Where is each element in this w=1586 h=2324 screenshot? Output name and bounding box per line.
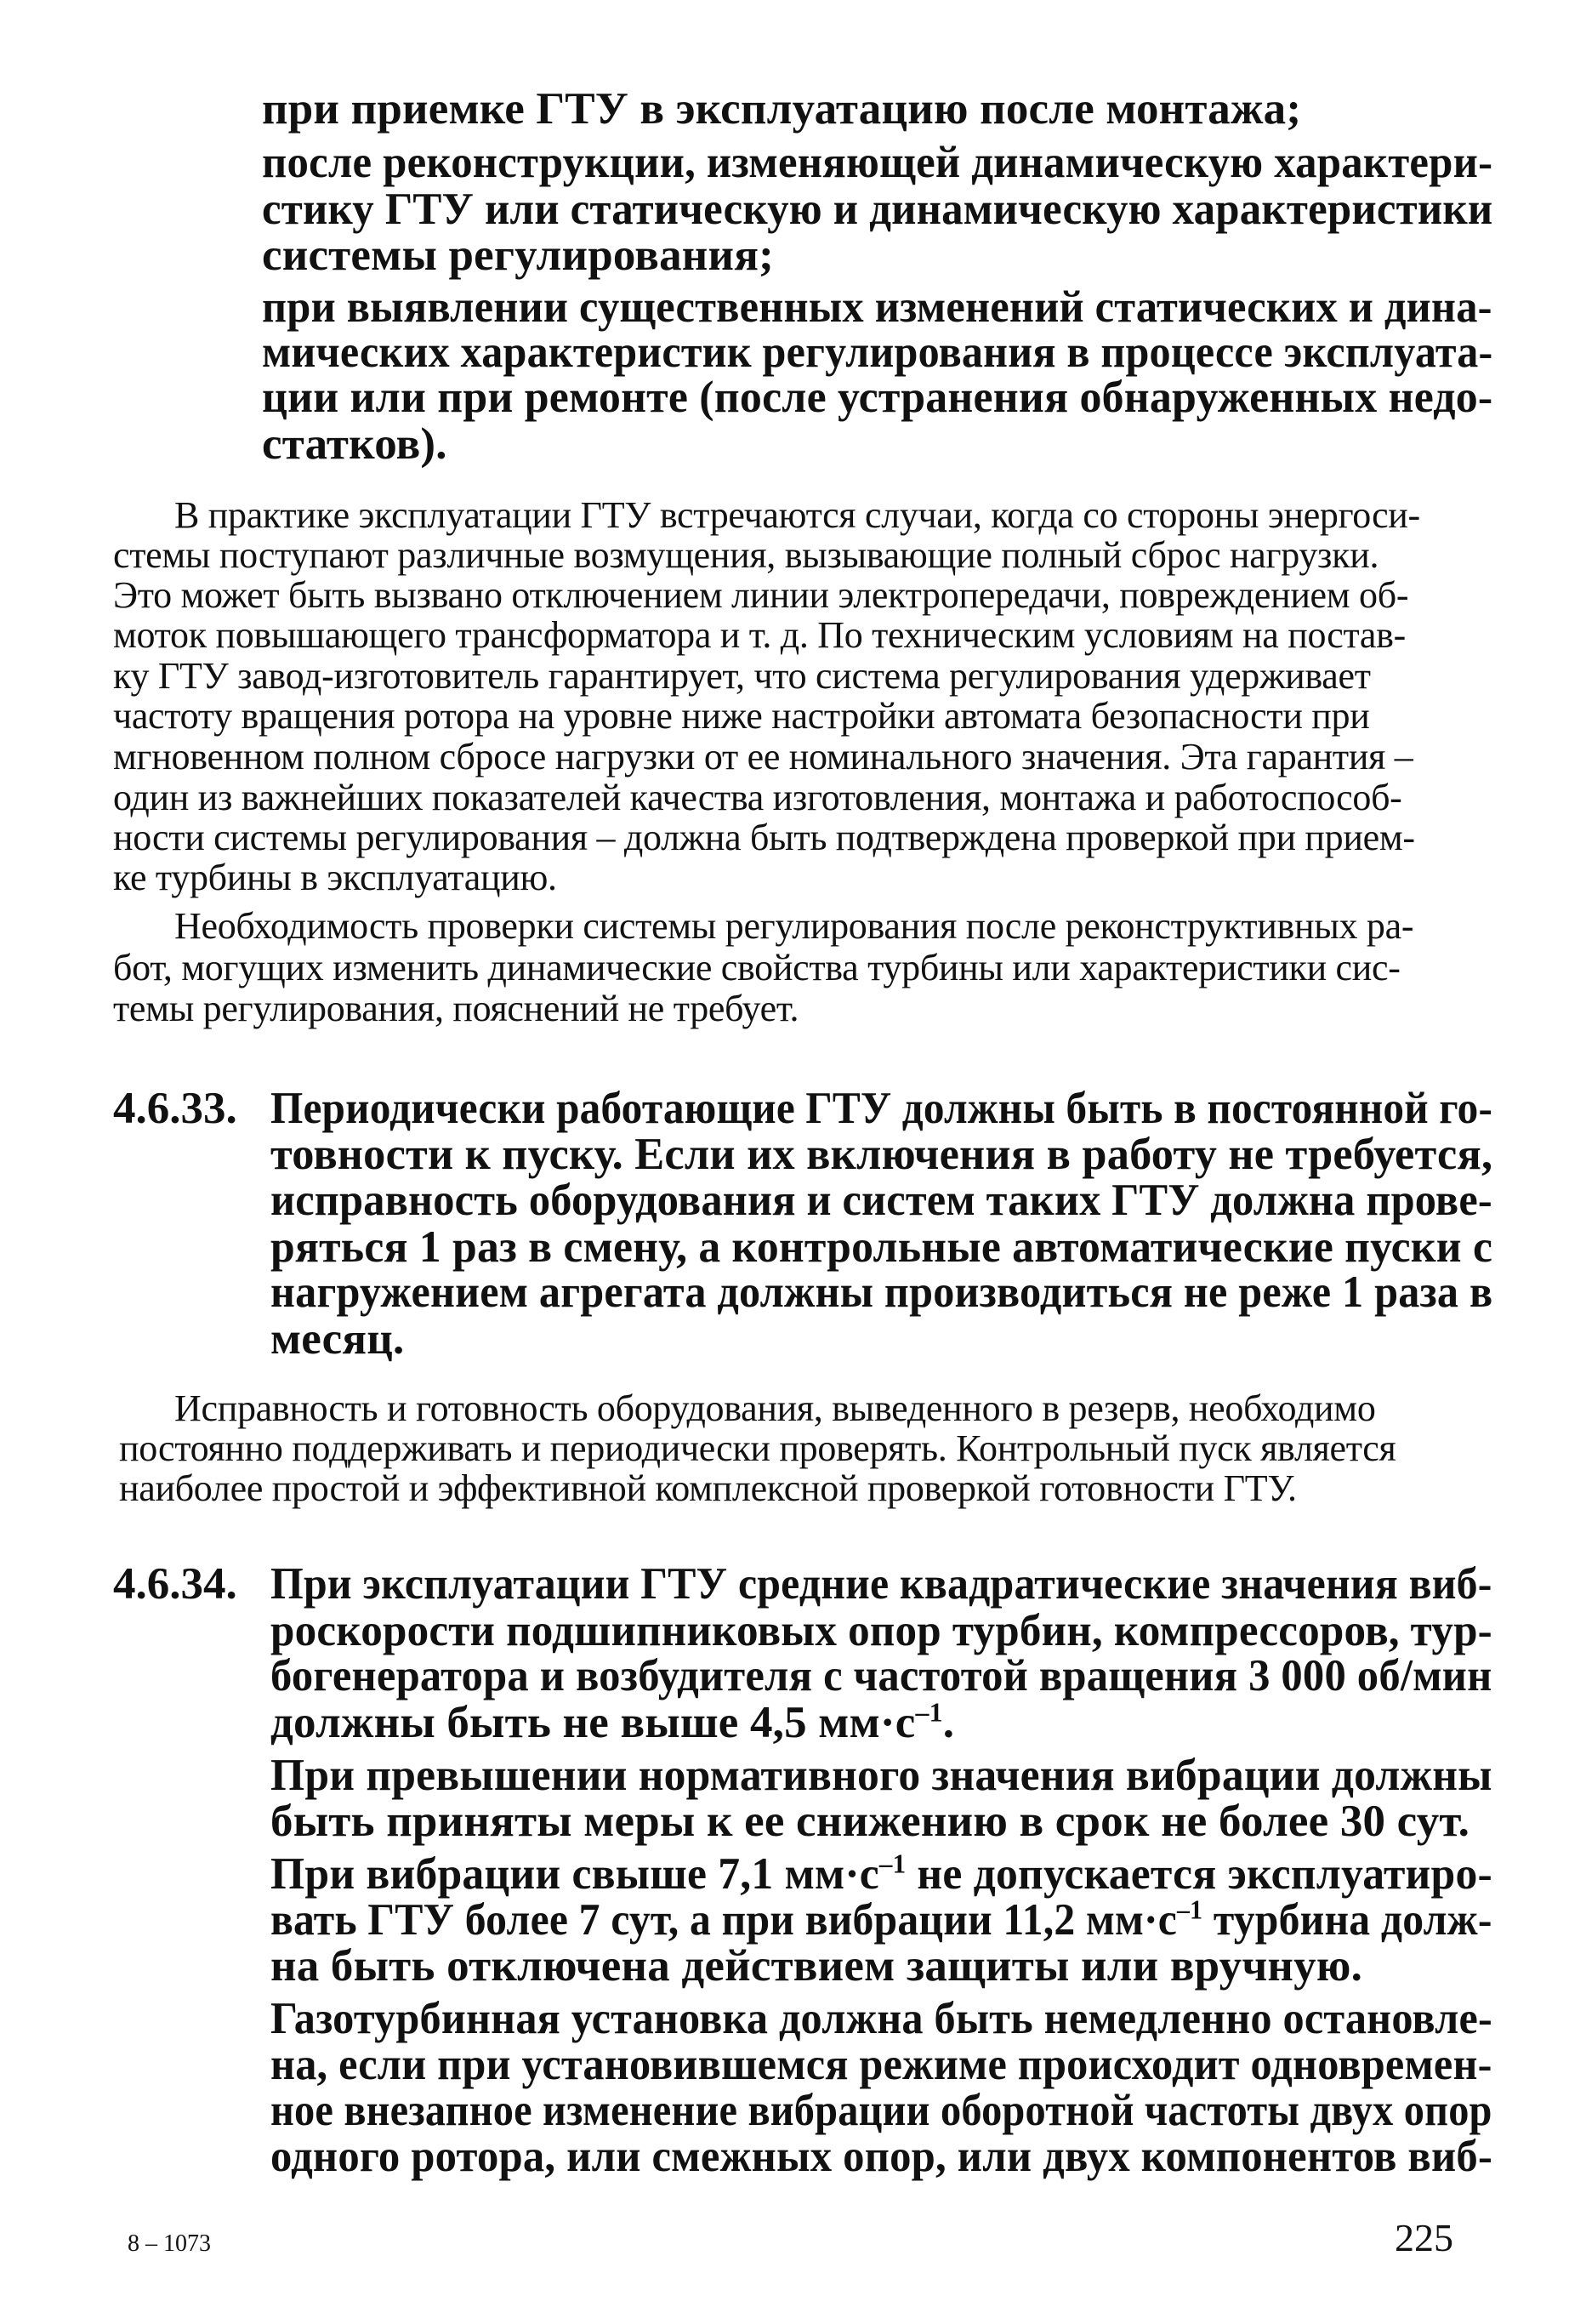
section-4633-line: Периодически работающие ГТУ должны быть в постоянной го-	[270, 1084, 1493, 1133]
section-4634-line: Газотурбинная установка должна быть немедленно остановле-	[270, 1994, 1492, 2043]
section-4633-line: товности к пуску. Если их включения в работу не требуется,	[270, 1130, 1493, 1179]
section-4634-line: одного ротора, или смежных опор, или двух компонентов виб-	[270, 2132, 1493, 2181]
section-4634-line: ное внезапное изменение вибрации оборотной частоты двух опор	[270, 2086, 1492, 2135]
intro-list-line: системы регулирования;	[262, 231, 774, 280]
section-4634-line: При превышении нормативного значения вибрации должны	[270, 1751, 1492, 1800]
intro-list-line: при приемке ГТУ в эксплуатацию после монтажа;	[262, 84, 1302, 134]
section-number: 4.6.34.	[113, 1559, 237, 1609]
section-4633-line: нагружением агрегата должны производиться не реже 1 раза в	[270, 1267, 1493, 1317]
section-4634-line: При вибрации свыше 7,1 $мм\cdot с^{-1}$ не допускается эксплуатиро-	[270, 1848, 1492, 1899]
signature-mark: 8 – 1073	[128, 2230, 211, 2257]
commentary-line: постоянно поддерживать и периодически проверять. Контрольный пуск является	[119, 1427, 1396, 1469]
section-4634-line: должны быть не выше 4,5 $мм\cdot с^{-1}$.	[270, 1697, 955, 1747]
commentary-line: моток повышающего трансформатора и т. д. По техническим условиям на постав-	[113, 614, 1406, 656]
intro-list-line: при выявлении существенных изменений статических и дина-	[262, 282, 1492, 332]
intro-list-line: статков).	[262, 419, 447, 469]
section-4634-line: роскорости подшипниковых опор турбин, компрессоров, тур-	[270, 1606, 1492, 1655]
commentary-line: ке турбины в эксплуатацию.	[113, 857, 557, 898]
page-number: 225	[1395, 2216, 1453, 2259]
intro-list-line: мических характеристик регулирования в процессе эксплуата-	[262, 328, 1493, 377]
section-4634-line: на, если при установившемся режиме происходит одновремен-	[270, 2040, 1492, 2089]
section-4633-line: месяц.	[270, 1314, 405, 1364]
commentary-line: один из важнейших показателей качества изготовления, монтажа и работоспособ-	[113, 777, 1402, 818]
commentary-line: частоту вращения ротора на уровне ниже настройки автомата безопасности при	[113, 695, 1370, 737]
section-4633-line: исправность оборудования и систем таких ГТУ должна прове-	[270, 1176, 1492, 1225]
commentary-line: бот, могущих изменить динамические свойства турбины или характеристики сис-	[113, 947, 1401, 988]
section-4634-line: При эксплуатации ГТУ средние квадратические значения виб-	[270, 1559, 1492, 1609]
section-4633-line: ряться 1 раз в смену, а контрольные автоматические пуски с	[270, 1222, 1493, 1272]
intro-list-line: ции или при ремонте (после устранения обнаруженных недо-	[262, 373, 1493, 422]
intro-list-line: стику ГТУ или статическую и динамическую характеристики	[262, 185, 1493, 234]
commentary-line: темы регулирования, пояснений не требует.	[113, 988, 799, 1029]
commentary-line: ку ГТУ завод-изготовитель гарантирует, что система регулирования удерживает	[113, 655, 1371, 697]
section-number: 4.6.33.	[113, 1084, 237, 1133]
section-4634-line: быть приняты меры к ее снижению в срок не более 30 сут.	[270, 1797, 1470, 1846]
commentary-line: мгновенном полном сбросе нагрузки от ее номинального значения. Эта гарантия –	[113, 736, 1413, 778]
commentary-line: наиболее простой и эффективной комплексной проверкой готовности ГТУ.	[119, 1467, 1297, 1509]
commentary-line: В практике эксплуатации ГТУ встречаются случаи, когда со стороны энергоси-	[174, 494, 1420, 536]
intro-list-line: после реконструкции, изменяющей динамическую характери-	[262, 138, 1493, 187]
commentary-line: Необходимость проверки системы регулирования после реконструктивных ра-	[174, 905, 1414, 947]
commentary-line: стемы поступают различные возмущения, вызывающие полный сброс нагрузки.	[113, 534, 1379, 576]
section-4634-line: на быть отключена действием защиты или вручную.	[270, 1941, 1363, 1991]
commentary-line: Это может быть вызвано отключением линии электропередачи, повреждением об-	[113, 574, 1409, 616]
section-4634-line: вать ГТУ более 7 сут, а при вибрации 11,2 $мм\cdot с^{-1}$ турбина долж-	[270, 1894, 1492, 1945]
section-4634-line: богенератора и возбудителя с частотой вращения 3 000 об/мин	[270, 1651, 1492, 1700]
commentary-line: Исправность и готовность оборудования, выведенного в резерв, необходимо	[174, 1387, 1376, 1429]
commentary-line: ности системы регулирования – должна быть подтверждена проверкой при прием-	[113, 817, 1415, 858]
